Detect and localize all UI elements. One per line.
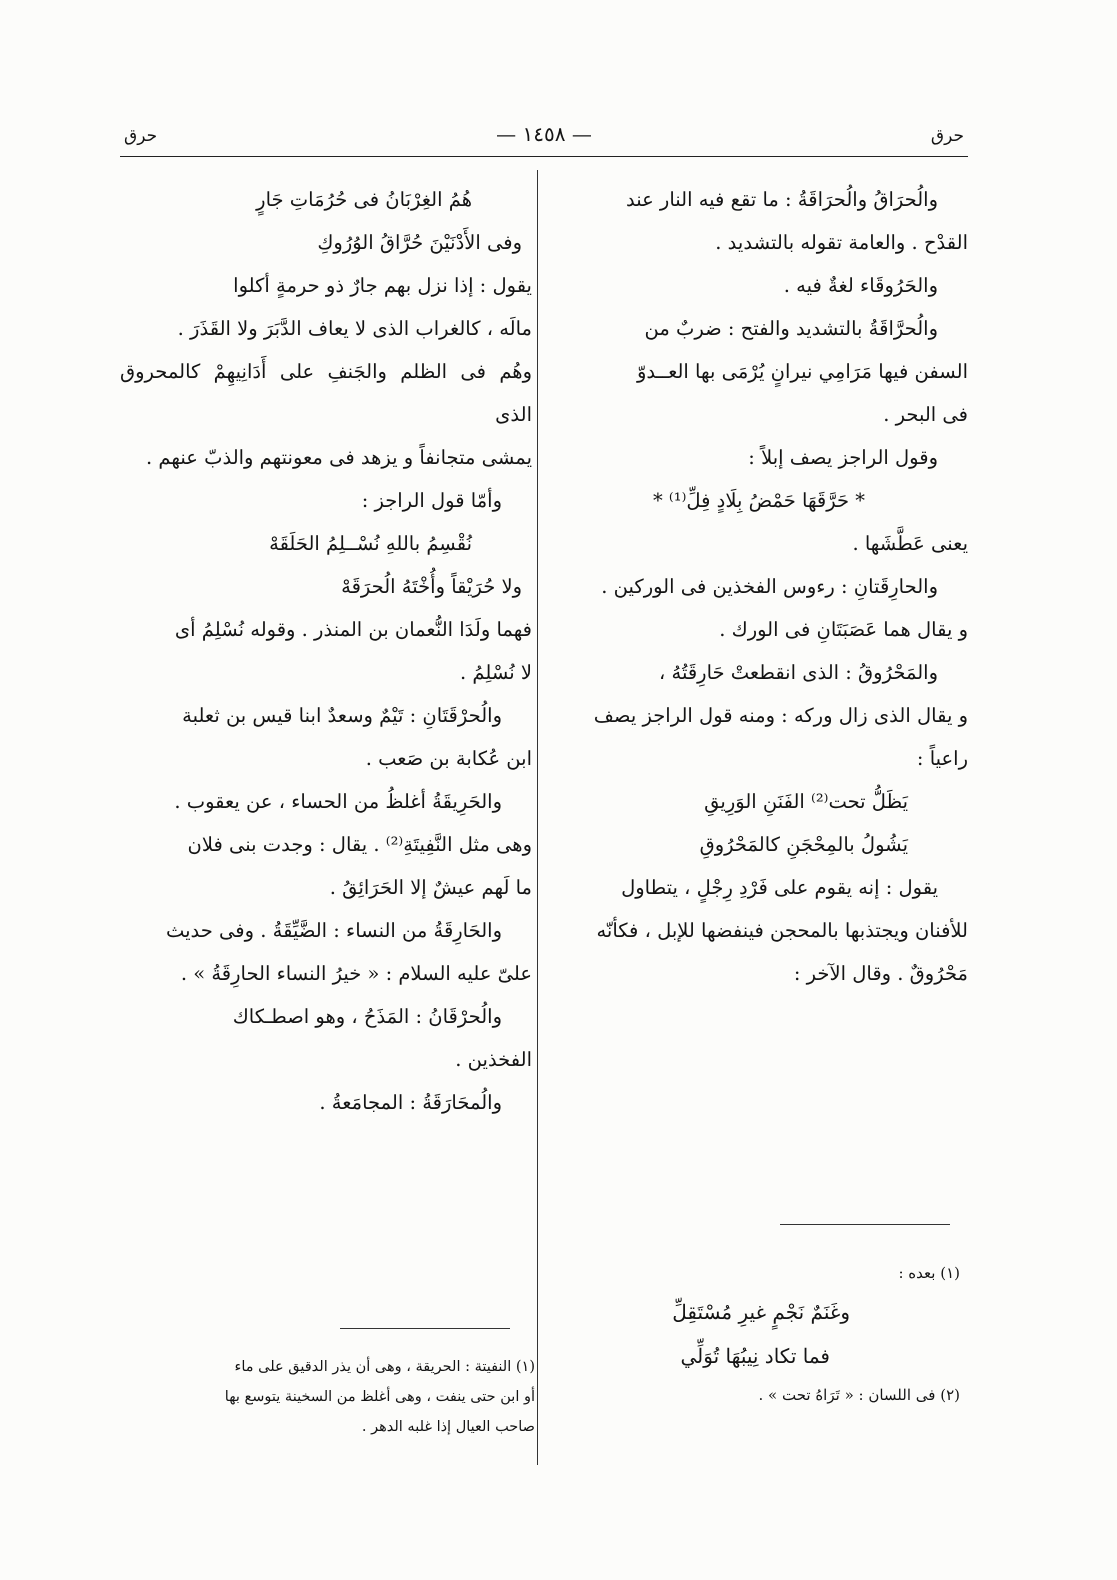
left-column [120, 178, 532, 1124]
text-line: وقول الراجز يصف إبلاً : [748, 446, 938, 469]
verse-line: وفى الأَدْنَيْنَ حُرَّاقُ الوُرُوكِ [317, 231, 522, 254]
text-line: ابن عُكابة بن صَعب . [365, 747, 532, 770]
text-line: القدْح . والعامة تقوله بالتشديد . [715, 231, 968, 254]
text-line: والُحرْقَانُ : المَذَحُ ، وهو اصطـكاك [232, 1005, 502, 1028]
page-header [120, 116, 968, 157]
text-line: والمَحْرُوقُ : الذى انقطعتْ حَارِقَتُهُ ، [659, 661, 938, 684]
text-line: فهما ولَدَا النُّعمان بن المنذر . وقوله نُسْلِمُ أى [174, 618, 532, 641]
footnote-text: أو ابن حتى ينفت ، وهى أغلظ من السخينة يتوسع بها [224, 1389, 535, 1405]
text-line: لا نُسْلِمُ . [460, 661, 532, 684]
text-line: ما لَهم عيشٌ إلا الحَرَائِقُ . [329, 876, 532, 899]
verse-line: نُقْسِمُ باللهِ نُسْــلِمُ الحَلَقَهْ [269, 532, 472, 555]
verse-line: * حَرَّقَهَا حَمْضُ بِلَادٍ فِلِّ⁽¹⁾ * [652, 489, 866, 512]
text-line: الفخذين . [455, 1048, 532, 1071]
text-line: يمشى متجانفاً و يزهد فى معونتهم والذبّ عنهم . [146, 446, 532, 469]
footnote-rule [340, 1328, 510, 1329]
header-entry-word: حرق [930, 126, 964, 146]
footnote-text: (٢) فى اللسان : « تَرَاهُ تحت » . [758, 1386, 960, 1404]
text-line: يعنى عَطَّشَها . [852, 532, 968, 555]
text-line: وأمّا قول الراجز : [361, 489, 502, 512]
text-line: والحَرُوقَاء لغةٌ فيه . [783, 274, 938, 297]
verse-line: هُمُ الغِرْبَانُ فى حُرُمَاتِ جَارٍ [256, 188, 472, 211]
text-line: والُحرَاقُ والُحرَاقَةُ : ما تقع فيه النار عند [625, 188, 938, 211]
footnote-verse: وغَنَمٌ نَجْمٍ غيرِ مُسْتَقِلِّ [672, 1300, 850, 1324]
footnote-text: صاحب العيال إذا غلبه الدهر . [361, 1419, 535, 1435]
page-number: — ١٤٥٨ — [496, 122, 592, 146]
text-line: السفن فيها مَرَامِي نيرانٍ يُرْمَى بها العــدوّ [636, 360, 968, 383]
footnote-verse: فما تكاد نِيبُهَا تُوَلِّي [680, 1344, 830, 1368]
text-line: يقول : إنه يقوم على فَرْدِ رِجْلٍ ، يتطاول [621, 876, 938, 899]
text-line: والُحرَّاقَةُ بالتشديد والفتح : ضربٌ من [644, 317, 938, 340]
text-line: وهُم فى الظلم والجَنفِ على أَدَانِيهِمْ كالمحروق الذى [120, 360, 532, 426]
text-line: فى البحر . [883, 403, 968, 426]
text-line: وهى مثل النَّفِيتَةِ⁽²⁾ . يقال : وجدت بنى فلان [187, 833, 532, 856]
verse-line: يَشُولُ بالمِحْجَنِ كالمَحْرُوقِ [699, 833, 908, 856]
text-line: يقول : إذا نزل بهم جارٌ ذو حرمةٍ أكلوا [233, 274, 532, 297]
footnotes-right [600, 1256, 960, 1412]
text-line: والحَارِقَةُ من النساء : الضَّيِّقَةُ . وفى حديث [165, 919, 502, 942]
text-line: والُحرْقَتَانِ : تَيْمٌ وسعدٌ ابنا قيس بن ثعلبة [182, 704, 502, 727]
column-divider [537, 170, 538, 1465]
text-line: والحَرِيقَةُ أغلظُ من الحساء ، عن يعقوب . [174, 790, 502, 813]
footnote-label: (١) بعده : [898, 1264, 960, 1282]
footnote-rule [780, 1224, 950, 1225]
text-line: للأفنان ويجتذبها بالمحجن فينفضها للإبل ، فكأنّه [596, 919, 968, 942]
text-line: والحارِقَتانِ : رءوس الفخذين فى الوركين . [601, 575, 938, 598]
text-line: و يقال الذى زال وركه : ومنه قول الراجز يصف [593, 704, 968, 727]
footnote-text: (١) النفيتة : الحريقة ، وهى أن يذر الدقيق على ماء [234, 1359, 535, 1375]
verse-line: ولا حُرَيْقاً وأُخْتَهُ الُحرَقَهْ [341, 575, 522, 598]
text-line: راعياً : [916, 747, 968, 770]
right-column [550, 178, 968, 995]
text-line: مَحْرُوقٌ . وقال الآخر : [793, 962, 968, 985]
text-line: و يقال هما عَصَبَتَانِ فى الورك . [719, 618, 968, 641]
verse-line: يَظَلُّ تحت⁽²⁾ الفَنَنِ الوَرِيقِ [704, 790, 908, 813]
footnotes-left [115, 1352, 535, 1442]
header-entry-word-left: حرق [124, 126, 158, 146]
text-line: والُمحَارَقَةُ : المجامَعةُ . [319, 1091, 502, 1114]
text-line: مالَه ، كالغراب الذى لا يعاف الدَّبَرَ ولا القَذَرَ . [177, 317, 532, 340]
text-line: علىّ عليه السلام : « خيرُ النساء الحارِقَةُ » . [180, 962, 532, 985]
